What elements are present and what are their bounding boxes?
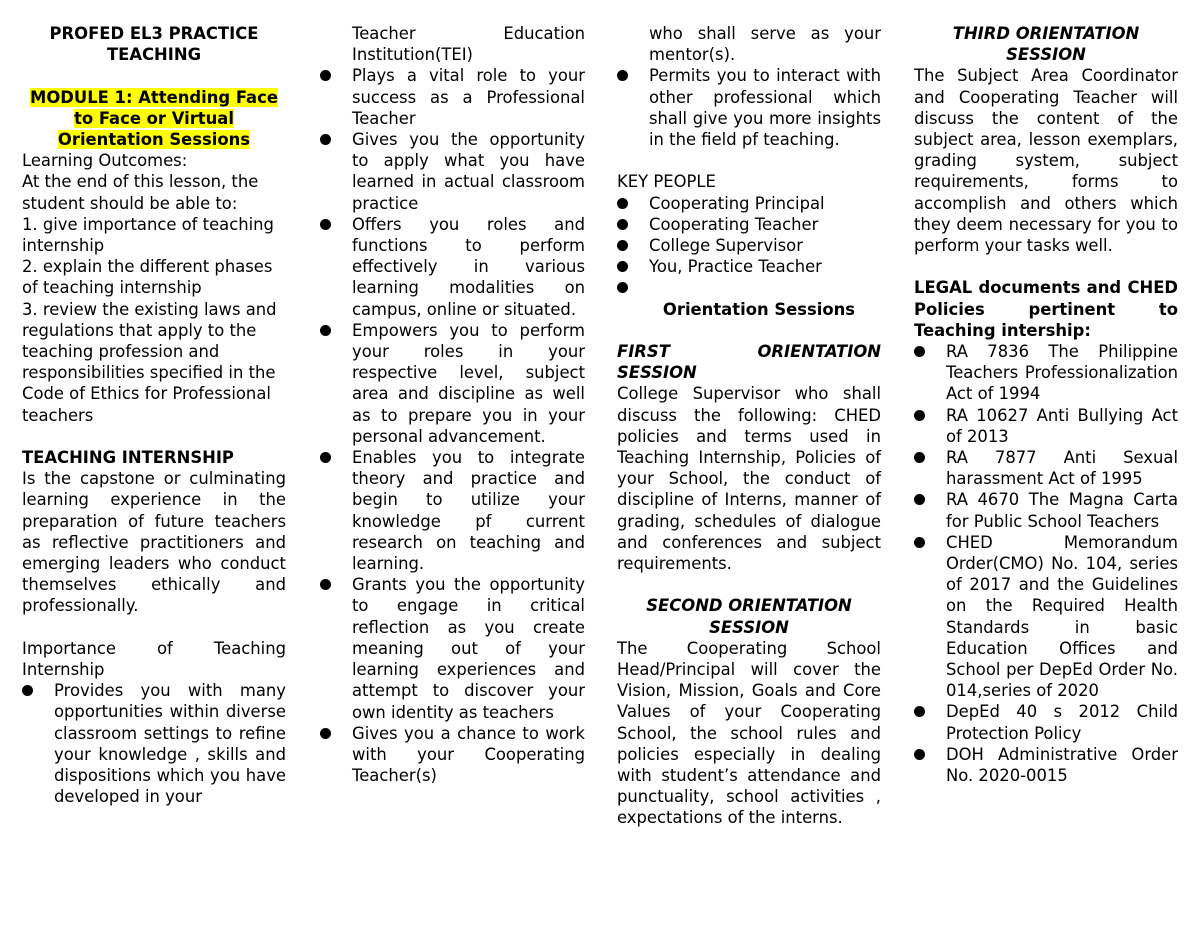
bullet-icon [914,749,925,760]
bullet-icon [617,240,628,251]
bullet-icon [914,346,925,357]
list-item-text: RA 4670 The Magna Carta for Public School Teachers [946,490,1178,531]
key-people-list [617,193,881,299]
list-item [914,405,1178,447]
list-item-text: RA 10627 Anti Bullying Act of 2013 [946,405,1178,446]
teaching-internship-definition: Is the capstone or culminating learning experience in the preparation of future teachers as reflective practitioners and emerging leaders who conduct themselves ethically and professionally. [22,469,286,616]
bullet-icon [320,452,331,463]
list-item-text: College Supervisor [649,236,803,256]
bullet-icon [320,728,331,739]
outcome-item: 3. review the existing laws and regulations that apply to the teaching profession and responsibilities specified in the Code of Ethics for Professional teachers [22,299,277,425]
importance-list-continued [320,65,585,786]
bullet-icon [914,706,925,717]
importance-continuation: Teacher Education Institution(TEI) [352,24,585,65]
list-item [320,214,585,320]
second-orientation-text: The Cooperating School Head/Principal will cover the Vision, Mission, Goals and Core Values of your Cooperating School, the school rules and policies especially in dealing with student’s attendance and punctuality, school activities , expectations of the interns. [617,638,881,828]
list-item-text: Cooperating Teacher [649,214,819,234]
importance-heading: Importance of Teaching Internship [22,638,286,680]
list-item-text: Offers you roles and functions to perform effectively in various learning modalities on campus, online or situated. [352,214,585,319]
bullet-icon [617,70,628,81]
outcome-item: 1. give importance of teaching internship [22,214,274,256]
list-item-text: Plays a vital role to your success as a Professional Teacher [352,66,585,128]
first-orientation-text: College Supervisor who shall discuss the following: CHED policies and terms used in Teaching Internship, Policies of your School, the conduct of discipline of Interns, manner of grading, schedules of dialogue and conferences and subject requirements. [617,384,881,574]
bullet-icon [617,261,628,272]
list-item [320,129,585,214]
bullet-icon [320,219,331,230]
list-item-text: DOH Administrative Order No. 2020-0015 [946,744,1178,786]
column-2 [320,23,585,786]
list-item [914,489,1178,531]
mentor-continuation: who shall serve as your mentor(s). [649,24,881,65]
list-item-text: Empowers you to perform your roles in your respective level, subject area and discipline as well as to prepare you in your personal advancement. [352,320,585,446]
column-3 [617,23,881,829]
legal-documents-list [914,341,1178,786]
outcome-item: 2. explain the different phases of teaching internship [22,257,273,298]
bullet-icon [320,325,331,336]
document-title: PROFED EL3 PRACTICE TEACHING [49,24,259,65]
list-item [617,214,881,235]
list-item [914,341,1178,405]
bullet-icon [617,198,628,209]
bullet-icon [617,282,628,293]
list-item [914,532,1178,702]
key-people-label: KEY PEOPLE [617,172,716,192]
module-title-highlight: MODULE 1: Attending Face to Face or Virtual Orientation Sessions [30,87,278,149]
list-item [914,447,1178,489]
importance-list-end [617,65,881,150]
list-item-text: RA 7877 Anti Sexual harassment Act of 1995 [946,448,1178,489]
list-item-text: RA 7836 The Philippine Teachers Professionalization Act of 1994 [946,342,1178,404]
list-item-text: Gives you the opportunity to apply what you have learned in actual classroom practice [352,130,585,213]
list-item-text: Gives you a chance to work with your Cooperating Teacher(s) [352,723,585,786]
bullet-icon [914,494,925,505]
third-orientation-text: The Subject Area Coordinator and Cooperating Teacher will discuss the content of the subject area, lesson exemplars, grading system, subject requirements, forms to accomplish and others which they deem necessary for you to perform your tasks well. [914,66,1178,256]
list-item [617,235,881,256]
teaching-internship-heading: TEACHING INTERNSHIP [22,448,234,468]
list-item-text: Enables you to integrate theory and practice and begin to utilize your knowledge pf current research on teaching and learning. [352,448,585,574]
list-item-text: Provides you with many opportunities within diverse classroom settings to refine your knowledge , skills and dispositions which you have developed in your [54,681,286,807]
module-title [22,87,286,151]
third-orientation-heading: THIRD ORIENTATION SESSION [952,24,1140,65]
orientation-sessions-heading: Orientation Sessions [662,299,856,319]
bullet-icon [914,452,925,463]
bullet-icon [914,410,925,421]
bullet-icon [320,579,331,590]
bullet-icon [914,537,925,548]
list-item [320,65,585,129]
list-item [617,193,881,214]
legal-documents-heading: LEGAL documents and CHED Policies pertinent to Teaching intership: [914,278,1178,340]
list-item [914,701,1178,743]
list-item-text: Cooperating Principal [649,193,825,213]
learning-outcomes-intro: At the end of this lesson, the student should be able to: [22,172,259,213]
importance-list [22,680,286,807]
list-item [320,723,585,787]
list-item [617,65,881,150]
first-orientation-heading: FIRST ORIENTATION SESSION [617,342,881,383]
list-item [320,574,585,722]
list-item-text: CHED Memorandum Order(CMO) No. 104, series of 2017 and the Guidelines on the Required Health Standards in basic Education Offices and School per DepEd Order No. 014,series of 2020 [946,532,1178,701]
list-item [914,744,1178,786]
learning-outcomes-label: Learning Outcomes: [22,151,188,171]
column-4 [914,23,1178,786]
list-item [320,320,585,447]
bullet-icon [320,134,331,145]
list-item [617,277,881,298]
list-item-text: Grants you the opportunity to engage in critical reflection as you create meaning out of your learning experiences and attempt to discover your own identity as teachers [352,575,585,722]
column-1 [22,23,286,807]
second-orientation-heading: SECOND ORIENTATION SESSION [646,596,852,637]
list-item [617,256,881,277]
bullet-icon [617,219,628,230]
list-item-text: You, Practice Teacher [649,257,822,277]
list-item [22,680,286,807]
list-item-text: Permits you to interact with other professional which shall give you more insights in the field pf teaching. [649,66,881,150]
bullet-icon [22,685,33,696]
list-item-text: DepEd 40 s 2012 Child Protection Policy [946,702,1178,743]
list-item [320,447,585,574]
bullet-icon [320,70,331,81]
